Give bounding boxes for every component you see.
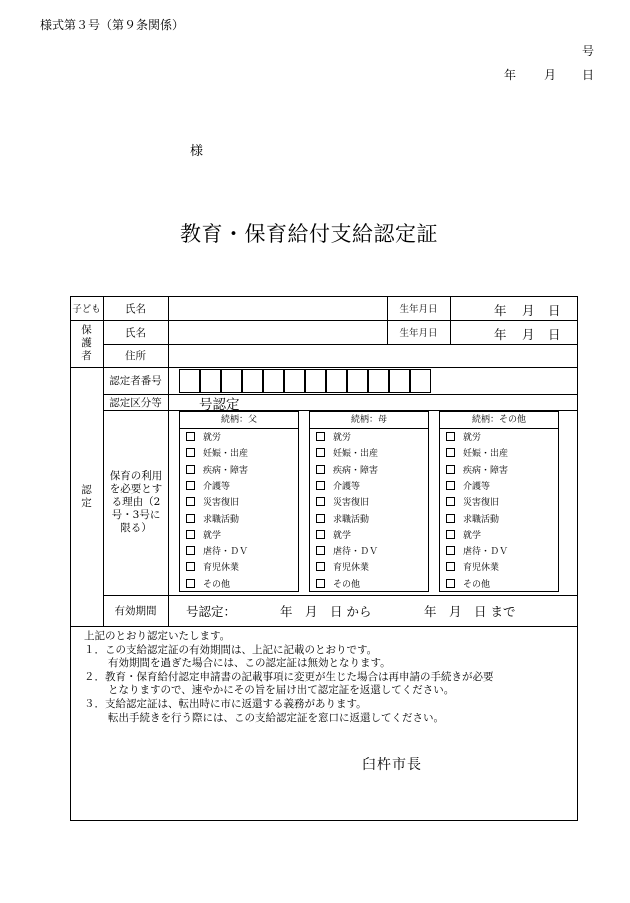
reason-option-label: 就学: [333, 530, 352, 541]
child-section-text: 子ども: [72, 304, 101, 315]
checkbox-icon[interactable]: [316, 481, 325, 490]
checkbox-icon[interactable]: [186, 562, 195, 571]
reason-option: [316, 481, 360, 493]
cert-number-digit-box[interactable]: [347, 369, 368, 393]
checkbox-icon[interactable]: [186, 546, 195, 555]
checkbox-icon[interactable]: [316, 562, 325, 571]
cert-category-label: [103, 394, 168, 410]
checkbox-icon[interactable]: [446, 448, 455, 457]
reason-option-label: 災害復旧: [203, 498, 240, 509]
reason-option-label: 虐待・ＤＶ: [463, 547, 509, 558]
reason-option-label: その他: [333, 579, 361, 590]
note-1-continued: 有効期間を過ぎた場合には、この認定証は無効となります。: [108, 657, 391, 670]
reason-group-mother: [309, 411, 429, 592]
cert-number-label: [103, 367, 168, 394]
cert-number-digit-box[interactable]: [284, 369, 305, 393]
validity-prefix: 号認定：: [186, 604, 237, 619]
guardian-dob-label-text: 生年月日: [399, 328, 438, 339]
reason-option-label: 虐待・ＤＶ: [203, 547, 249, 558]
issue-date-year: 年: [504, 68, 517, 82]
reason-option: [316, 530, 351, 542]
reason-option: [186, 579, 230, 591]
validity-to: 年 月 日 まで: [424, 604, 516, 619]
reason-option-label: その他: [463, 579, 491, 590]
validity-label: [103, 595, 168, 626]
reason-option: [186, 448, 248, 460]
checkbox-icon[interactable]: [446, 497, 455, 506]
guardian-address-label-text: 住所: [125, 350, 146, 362]
row-divider: [70, 626, 578, 627]
addressee-honorific: 様: [190, 144, 204, 159]
reason-option-label: 虐待・ＤＶ: [333, 547, 379, 558]
guardian-name-field[interactable]: [168, 320, 387, 344]
reason-option-label: 災害復旧: [463, 498, 500, 509]
form-number-label: 様式第３号（第９条関係）: [40, 18, 185, 32]
guardian-section-label: [70, 320, 103, 367]
reason-option-label: 妊娠・出産: [333, 449, 379, 460]
reason-option-label: 妊娠・出産: [463, 449, 509, 460]
reason-option: [186, 465, 248, 477]
reason-option-label: 介護等: [463, 481, 491, 492]
reason-option-label: 疾病・障害: [333, 465, 379, 476]
checkbox-icon[interactable]: [446, 530, 455, 539]
reason-option-label: 求職活動: [333, 514, 370, 525]
child-section-label: [70, 296, 103, 320]
cert-number-label-text: 認定者番号: [109, 375, 162, 387]
reason-option-label: 介護等: [333, 481, 361, 492]
reason-option: [446, 432, 481, 444]
child-dob-label: [387, 296, 450, 320]
cert-category-label-text: 認定区分等: [109, 396, 162, 409]
reason-option: [446, 497, 499, 509]
reason-option-label: 求職活動: [203, 514, 240, 525]
reason-option: [446, 562, 499, 574]
checkbox-icon[interactable]: [316, 579, 325, 588]
checkbox-icon[interactable]: [446, 432, 455, 441]
cert-number-digit-box[interactable]: [200, 369, 221, 393]
reason-option: [446, 514, 499, 526]
reason-option: [446, 481, 490, 493]
reason-option-label: 育児休業: [333, 563, 370, 574]
reason-option-label: その他: [203, 579, 231, 590]
notes-intro: 上記のとおり認定いたします。: [84, 630, 231, 642]
issue-date-month: 月: [544, 68, 557, 82]
cert-number-digit-box[interactable]: [305, 369, 326, 393]
cert-number-digit-box[interactable]: [221, 369, 242, 393]
care-reason-label-text: 保育の利用を必要とする理由（2号・3号に限る）: [109, 470, 163, 534]
issuer-mayor: 臼杵市長: [362, 757, 422, 773]
child-name-label: [103, 296, 168, 320]
checkbox-icon[interactable]: [316, 432, 325, 441]
document-number-label: 号: [582, 44, 595, 58]
checkbox-icon[interactable]: [316, 514, 325, 523]
reason-group-title: 続柄：父: [180, 412, 298, 429]
reason-option-label: 就学: [203, 530, 222, 541]
reason-option: [316, 465, 378, 477]
reason-option: [446, 530, 481, 542]
child-dob-year: 年: [494, 303, 507, 318]
reason-option: [316, 432, 351, 444]
guardian-dob-day: 日: [548, 327, 561, 342]
certification-section-label: [70, 367, 103, 626]
validity-label-text: 有効期間: [114, 605, 157, 617]
reason-option-label: 疾病・障害: [463, 465, 509, 476]
column-divider: [450, 296, 451, 344]
reason-option: [186, 562, 239, 574]
note-2-continued: となりますので、速やかにその旨を届け出て認定証を返還してください。: [108, 684, 455, 697]
row-divider: [103, 394, 578, 395]
child-name-label-text: 氏名: [125, 302, 146, 315]
checkbox-icon[interactable]: [446, 562, 455, 571]
reason-option-label: 介護等: [203, 481, 231, 492]
reason-option: [446, 448, 508, 460]
reason-option-label: 就労: [203, 433, 222, 443]
guardian-dob-label: [387, 320, 450, 344]
care-reason-label: [105, 410, 167, 595]
reason-option: [316, 546, 378, 558]
reason-option-label: 育児休業: [463, 563, 500, 574]
checkbox-icon[interactable]: [446, 465, 455, 474]
reason-group-title: 続柄：その他: [440, 412, 558, 429]
cert-number-digit-box[interactable]: [242, 369, 263, 393]
checkbox-icon[interactable]: [186, 448, 195, 457]
reason-group-other: [439, 411, 559, 592]
reason-option-label: 就労: [463, 433, 482, 443]
reason-option: [186, 546, 248, 558]
checkbox-icon[interactable]: [186, 514, 195, 523]
checkbox-icon[interactable]: [186, 579, 195, 588]
reason-option-label: 育児休業: [203, 563, 240, 574]
checkbox-icon[interactable]: [316, 546, 325, 555]
reason-option-label: 就学: [463, 530, 482, 541]
reason-option: [316, 579, 360, 591]
reason-option: [316, 448, 378, 460]
child-dob-label-text: 生年月日: [399, 304, 438, 315]
guardian-address-label: [103, 344, 168, 367]
checkbox-icon[interactable]: [446, 514, 455, 523]
checkbox-icon[interactable]: [316, 465, 325, 474]
guardian-name-label: [103, 320, 168, 344]
reason-option: [446, 465, 508, 477]
checkbox-icon[interactable]: [186, 530, 195, 539]
reason-option: [186, 497, 239, 509]
guardian-dob-month: 月: [522, 327, 535, 342]
cert-category-value: 号認定: [199, 397, 240, 413]
notes-block: [84, 630, 494, 725]
cert-number-digit-box[interactable]: [389, 369, 410, 393]
issue-date-day: 日: [582, 68, 595, 82]
checkbox-icon[interactable]: [446, 546, 455, 555]
guardian-section-text: 保護者: [81, 324, 92, 362]
validity-from: 年 月 日 から: [280, 604, 372, 619]
reason-option-label: 就労: [333, 433, 352, 443]
cert-number-digit-box[interactable]: [410, 369, 431, 393]
guardian-dob-year: 年: [494, 327, 507, 342]
reason-option-label: 疾病・障害: [203, 465, 249, 476]
reason-option-label: 災害復旧: [333, 498, 370, 509]
checkbox-icon[interactable]: [316, 497, 325, 506]
certification-section-text: 認定: [81, 483, 92, 509]
checkbox-icon[interactable]: [446, 579, 455, 588]
child-dob-day: 日: [548, 303, 561, 318]
document-title: 教育・保育給付支給認定証: [180, 222, 438, 246]
note-3-continued: 転出手続きを行う際には、この支給認定証を窓口に返還してください。: [108, 711, 444, 724]
checkbox-icon[interactable]: [186, 481, 195, 490]
reason-group-father: [179, 411, 299, 592]
reason-option: [446, 546, 508, 558]
cert-number-digit-box[interactable]: [326, 369, 347, 393]
reason-option-label: 求職活動: [463, 514, 500, 525]
row-divider: [103, 595, 578, 596]
reason-option: [186, 514, 239, 526]
note-3: ３．支給認定証は、転出時に市に返還する義務があります。: [84, 697, 367, 710]
cert-number-digit-box[interactable]: [263, 369, 284, 393]
reason-option: [186, 432, 221, 444]
reason-option-label: 妊娠・出産: [203, 449, 249, 460]
guardian-name-label-text: 氏名: [125, 326, 146, 339]
note-1: １．この支給認定証の有効期間は、上記に記載のとおりです。: [84, 643, 378, 656]
checkbox-icon[interactable]: [316, 530, 325, 539]
child-name-field[interactable]: [168, 296, 387, 320]
reason-option: [186, 530, 221, 542]
cert-number-digit-box[interactable]: [179, 369, 200, 393]
reason-option: [186, 481, 230, 493]
child-dob-month: 月: [522, 303, 535, 318]
note-2: ２．教育・保育給付認定申請書の記載事項に変更が生じた場合は再申請の手続きが必要: [84, 670, 494, 683]
guardian-address-field[interactable]: [168, 344, 578, 367]
reason-option: [316, 497, 369, 509]
reason-option: [316, 514, 369, 526]
checkbox-icon[interactable]: [186, 465, 195, 474]
reason-group-title: 続柄：母: [310, 412, 428, 429]
checkbox-icon[interactable]: [186, 497, 195, 506]
checkbox-icon[interactable]: [446, 481, 455, 490]
reason-option: [446, 579, 490, 591]
cert-number-digit-box[interactable]: [368, 369, 389, 393]
reason-option: [316, 562, 369, 574]
checkbox-icon[interactable]: [186, 432, 195, 441]
checkbox-icon[interactable]: [316, 448, 325, 457]
